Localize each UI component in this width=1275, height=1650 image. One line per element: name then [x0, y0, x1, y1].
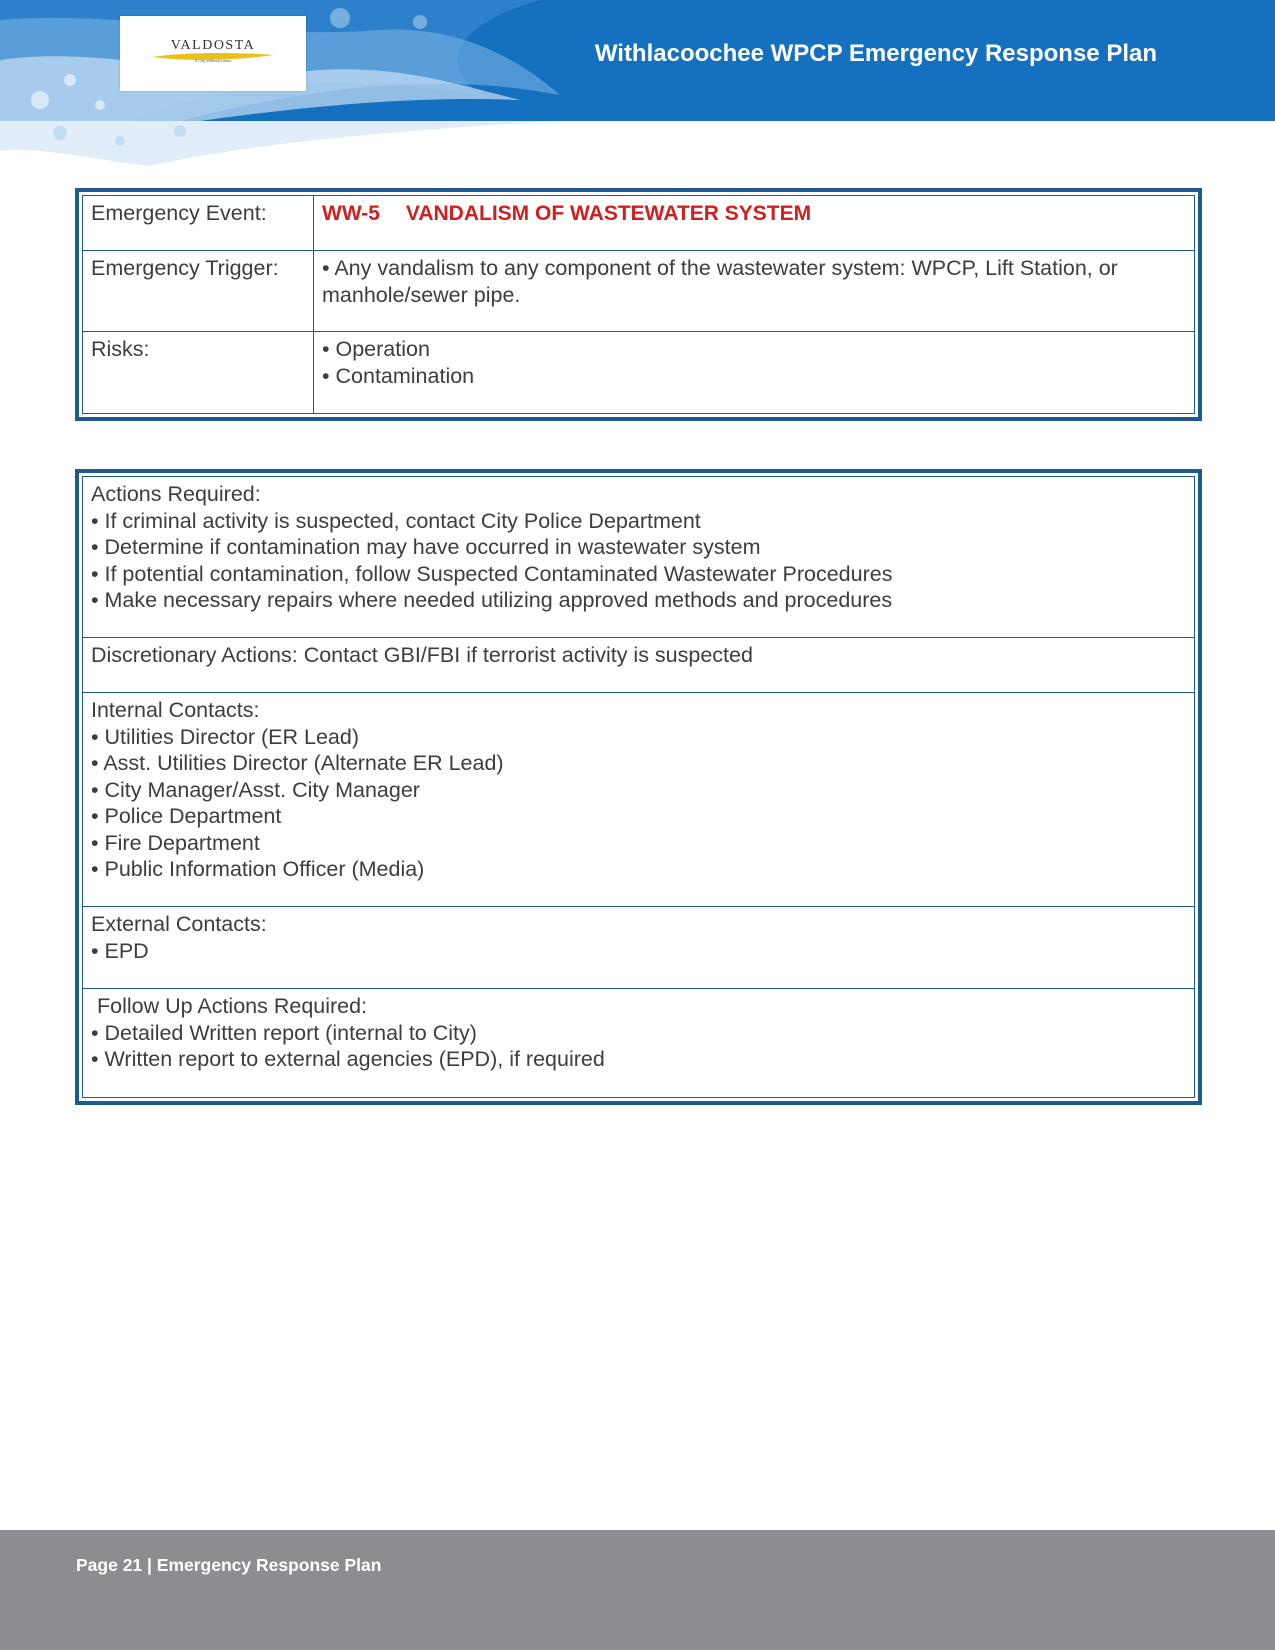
section-heading: External Contacts: [91, 912, 267, 936]
actions-required-cell [83, 477, 1195, 638]
trigger-label: Emergency Trigger: [83, 251, 314, 332]
risk-item: • Contamination [322, 363, 475, 388]
contact-item: • Asst. Utilities Director (Alternate ER Lead) [91, 751, 504, 775]
external-contacts-cell [83, 907, 1195, 989]
follow-up-item: • Detailed Written report (internal to City) [91, 1020, 477, 1045]
event-summary-table [75, 188, 1202, 421]
event-title-cell [314, 196, 1195, 251]
discretionary-actions-cell [83, 638, 1195, 693]
contact-item: • Public Information Officer (Media) [91, 857, 425, 881]
risk-item: • Operation [322, 337, 430, 361]
event-title: VANDALISM OF WASTEWATER SYSTEM [405, 202, 812, 225]
section-heading: Actions Required: [91, 482, 261, 506]
document-title: Withlacoochee WPCP Emergency Response Plan [594, 40, 1157, 67]
action-item: • Determine if contamination may have occurred in wastewater system [91, 535, 761, 559]
event-code: WW-5 [322, 202, 380, 225]
table-row [83, 638, 1195, 693]
trigger-cell [314, 251, 1195, 332]
risks-cell [314, 332, 1195, 414]
footer-page-label: Page 21 | Emergency Response Plan [76, 1555, 382, 1575]
table-row [83, 251, 1195, 332]
page-footer [0, 1530, 1275, 1650]
table-row [83, 693, 1195, 907]
risks-label: Risks: [83, 332, 314, 414]
actions-table [75, 469, 1202, 1105]
contact-item: • City Manager/Asst. City Manager [91, 777, 420, 802]
contact-item: • Police Department [91, 804, 282, 828]
table-row [83, 332, 1195, 414]
event-label: Emergency Event: [83, 196, 314, 251]
trigger-line: • Any vandalism to any component of the wastewater system: WPCP, Lift Station, or [322, 256, 1118, 280]
section-heading: Follow Up Actions Required: [97, 994, 368, 1018]
table-row [83, 196, 1195, 251]
table-row [83, 907, 1195, 989]
action-item: • If potential contamination, follow Suspected Contaminated Wastewater Procedures [91, 561, 893, 586]
action-item: • Make necessary repairs where needed utilizing approved methods and procedures [91, 588, 893, 612]
table-row [83, 477, 1195, 638]
logo-tagline: A City Without Limits [194, 58, 232, 63]
section-heading: Internal Contacts: [91, 698, 260, 722]
contact-item: • Utilities Director (ER Lead) [91, 724, 359, 749]
header-banner [0, 0, 1275, 121]
logo-text: VALDOSTA [170, 38, 256, 53]
trigger-line: manhole/sewer pipe. [322, 282, 521, 307]
discretionary-text: Discretionary Actions: Contact GBI/FBI if terrorist activity is suspected [91, 643, 753, 667]
action-item: • If criminal activity is suspected, contact City Police Department [91, 508, 701, 533]
follow-up-item: • Written report to external agencies (EPD), if required [91, 1047, 605, 1071]
valdosta-logo [120, 16, 306, 91]
wave-fade-decoration [0, 121, 1275, 171]
table-row [83, 989, 1195, 1098]
internal-contacts-cell [83, 693, 1195, 907]
contact-item: • Fire Department [91, 830, 260, 855]
contact-item: • EPD [91, 938, 149, 963]
follow-up-actions-cell [83, 989, 1195, 1098]
